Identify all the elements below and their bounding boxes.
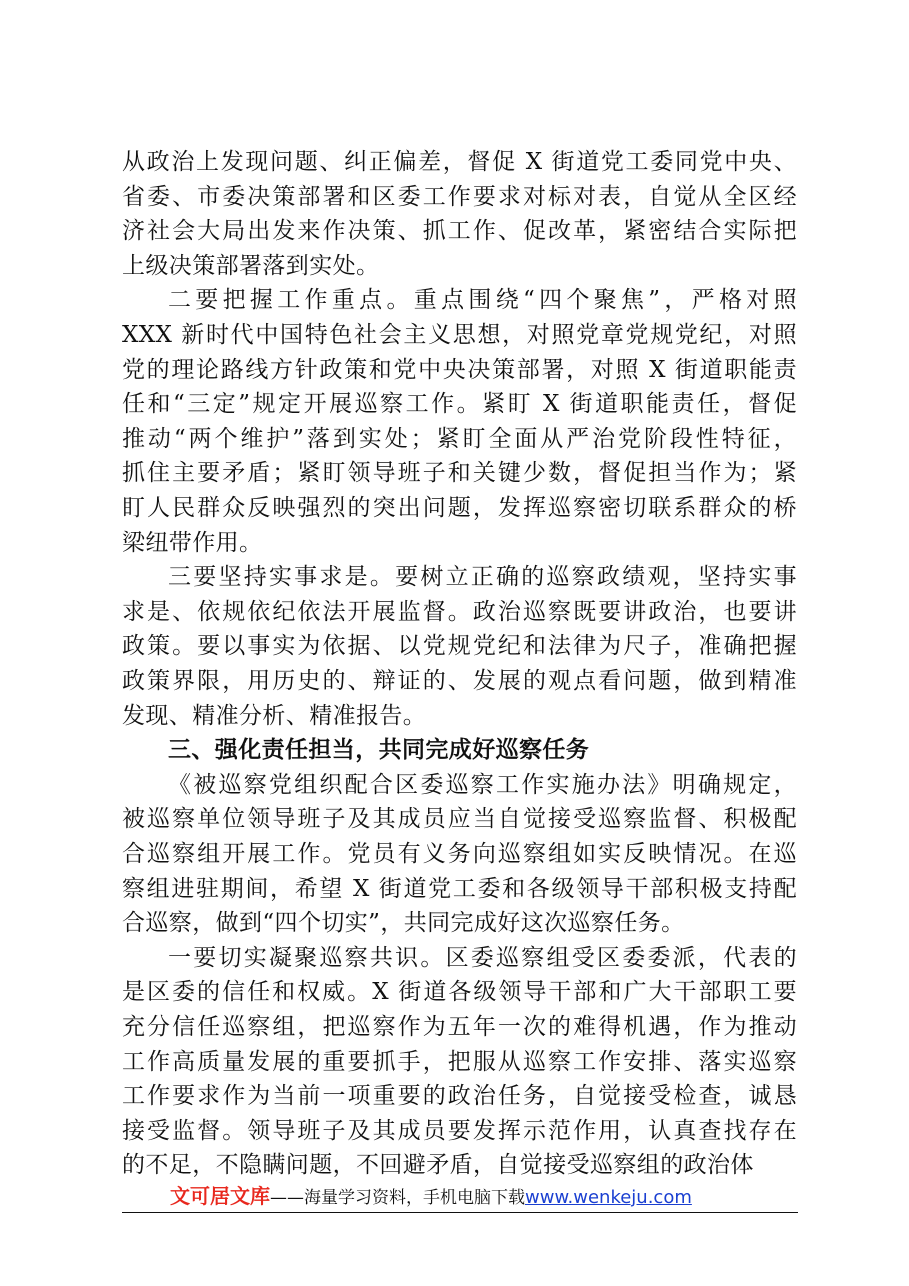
paragraph-line: 充分信任巡察组，把巡察作为五年一次的难得机遇，作为推动 [122, 1014, 797, 1040]
paragraph-line: 任和“三定”规定开展巡察工作。紧盯 X 街道职能责任，督促 [122, 391, 797, 418]
paragraph-line: 政策。要以事实为依据、以党规党纪和法律为尺子，准确把握 [122, 633, 797, 660]
paragraph-line: 的不足，不隐瞒问题，不回避矛盾，自觉接受巡察组的政治体 [122, 1152, 754, 1179]
paragraph-line: 合巡察组开展工作。党员有义务向巡察组如实反映情况。在巡 [122, 841, 797, 867]
section-heading: 三、强化责任担当，共同完成好巡察任务 [168, 737, 590, 764]
footer-divider [122, 1212, 798, 1213]
paragraph-line: 济社会大局出发来作决策、抓工作、促改革，紧密结合实际把 [122, 218, 797, 245]
paragraph-line: 二要把握工作重点。重点围绕“四个聚焦”，严格对照 [168, 287, 797, 314]
paragraph-line: 梁纽带作用。 [122, 529, 263, 556]
paragraph-line: 工作要求作为当前一项重要的政治任务，自觉接受检查，诚恳 [122, 1083, 797, 1110]
footer-brand[interactable]: 文可居文库 [170, 1184, 270, 1208]
paragraph-line: 上级决策部署落到实处。 [122, 252, 380, 279]
paragraph-line: 接受监督。领导班子及其成员要发挥示范作用，认真查找存在 [122, 1117, 797, 1144]
paragraph-line: 被巡察单位领导班子及其成员应当自觉接受巡察监督、积极配 [122, 806, 797, 833]
paragraph-line: 是区委的信任和权威。X 街道各级领导干部和广大干部职工要 [122, 979, 797, 1006]
paragraph-line: 《被巡察党组织配合区委巡察工作实施办法》明确规定， [168, 771, 797, 798]
paragraph-line: 盯人民群众反映强烈的突出问题，发挥巡察密切联系群众的桥 [122, 495, 797, 521]
paragraph-line: 一要切实凝聚巡察共识。区委巡察组受区委委派，代表的 [168, 944, 797, 971]
paragraph-line: 抓住主要矛盾；紧盯领导班子和关键少数，督促担当作为；紧 [122, 460, 797, 487]
paragraph-line: 政策界限，用历史的、辩证的、发展的观点看问题，做到精准 [122, 668, 797, 694]
footer-tagline: ——海量学习资料，手机电脑下载 [270, 1188, 525, 1208]
footer [170, 1180, 692, 1212]
paragraph-line: 合巡察，做到“四个切实”，共同完成好这次巡察任务。 [122, 910, 685, 937]
paragraph-line: 推动“两个维护”落到实处；紧盯全面从严治党阶段性特征， [122, 425, 797, 452]
paragraph-line: 发现、精准分析、精准报告。 [122, 702, 427, 729]
paragraph-line: 三要坚持实事求是。要树立正确的巡察政绩观，坚持实事 [168, 564, 797, 591]
paragraph-line: 察组进驻期间，希望 X 街道党工委和各级领导干部积极支持配 [122, 875, 797, 902]
paragraph-line: 工作高质量发展的重要抓手，把服从巡察工作安排、落实巡察 [122, 1048, 797, 1075]
paragraph-line: 从政治上发现问题、纠正偏差，督促 X 街道党工委同党中央、 [122, 149, 797, 175]
paragraph-line: XXX 新时代中国特色社会主义思想，对照党章党规党纪，对照 [122, 322, 797, 348]
paragraph-line: 省委、市委决策部署和区委工作要求对标对表，自觉从全区经 [122, 183, 797, 210]
paragraph-line: 求是、依规依纪依法开展监督。政治巡察既要讲政治，也要讲 [122, 598, 797, 625]
paragraph-line: 党的理论路线方针政策和党中央决策部署，对照 X 街道职能责 [122, 356, 797, 383]
footer-url-link[interactable]: www.wenkeju.com [525, 1187, 692, 1208]
